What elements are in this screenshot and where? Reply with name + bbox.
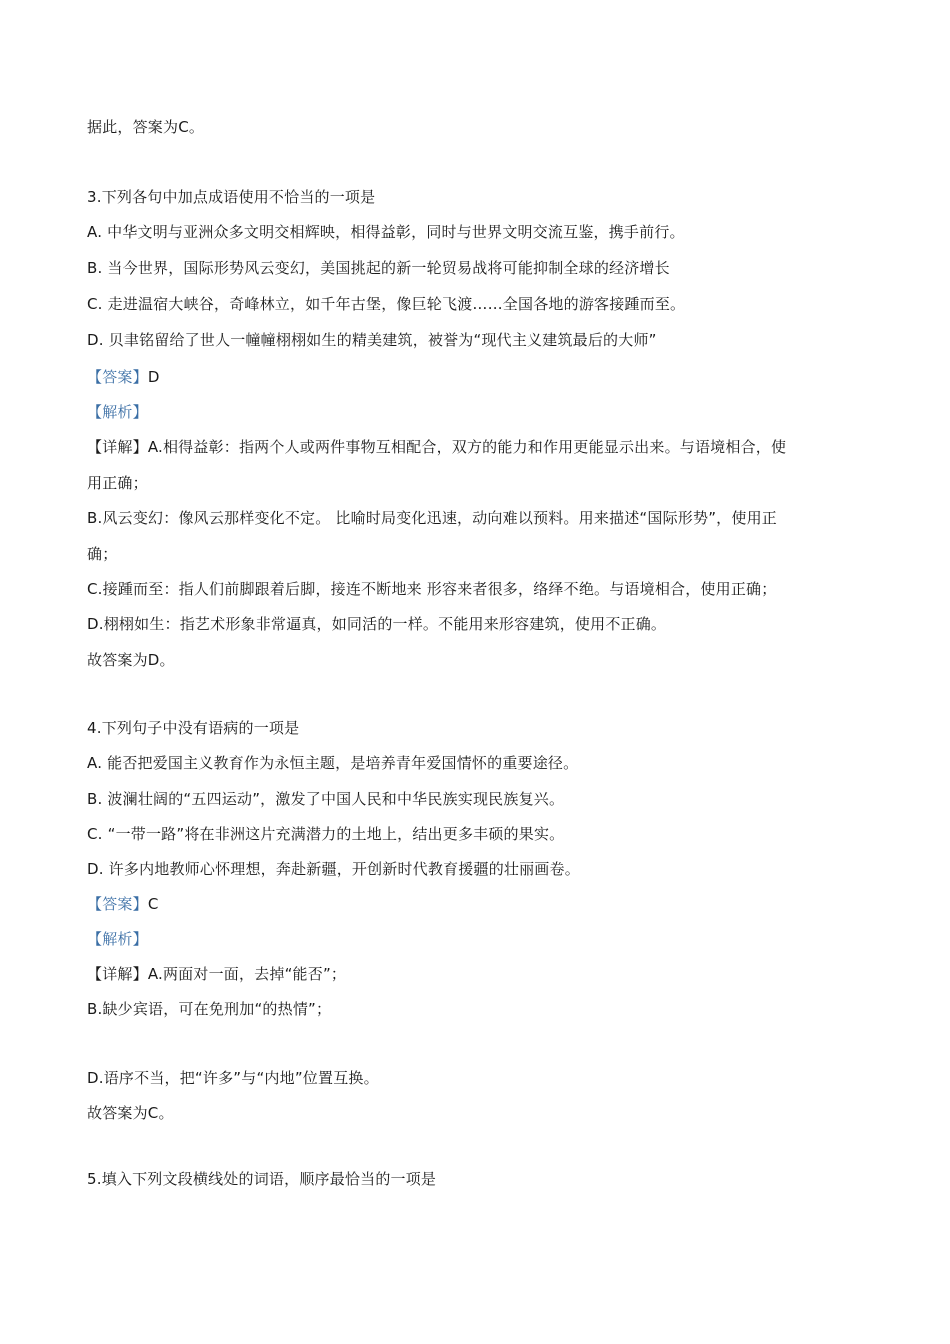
q5-stem: 5.填入下列文段横线处的词语，顺序最恰当的一项是 xyxy=(87,1170,437,1188)
q4-detail-1 xyxy=(87,964,346,984)
q3-option-c: C. 走进温宿大峡谷，奇峰林立，如千年古堡，像巨轮飞渡……全国各地的游客接踵而至。 xyxy=(87,295,686,313)
q3-answer-tag: 【答案】 xyxy=(87,368,148,386)
q3-detail-tag: 【详解】 xyxy=(87,438,148,456)
q3-option-a: A. 中华文明与亚洲众多文明交相辉映，相得益彰，同时与世界文明交流互鉴，携手前行。 xyxy=(87,223,685,241)
q3-detail-1 xyxy=(87,437,786,457)
q3-analysis-tag: 【解析】 xyxy=(87,403,148,421)
q4-option-a: A. 能否把爱国主义教育作为永恒主题，是培养青年爱国情怀的重要途径。 xyxy=(87,754,579,772)
previous-conclusion: 据此，答案为C。 xyxy=(87,118,205,136)
q3-answer-line xyxy=(87,367,160,387)
q4-answer-value: C xyxy=(147,895,159,913)
q3-stem: 3.下列各句中加点成语使用不恰当的一项是 xyxy=(87,188,376,206)
q3-option-b: B. 当今世界，国际形势风云变幻，美国挑起的新一轮贸易战将可能抑制全球的经济增长 xyxy=(87,259,670,277)
q3-detail-text-1: A.相得益彰：指两个人或两件事物互相配合，双方的能力和作用更能显示出来。与语境相合，使 xyxy=(147,438,787,456)
q4-option-c: C. “一带一路”将在非洲这片充满潜力的土地上，结出更多丰硕的果实。 xyxy=(87,825,565,843)
q3-detail-6: D.栩栩如生：指艺术形象非常逼真，如同活的一样。不能用来形容建筑，使用不正确。 xyxy=(87,615,667,633)
q4-detail-tag: 【详解】 xyxy=(87,965,148,983)
q4-option-d: D. 许多内地教师心怀理想，奔赴新疆，开创新时代教育援疆的壮丽画卷。 xyxy=(87,860,580,878)
q3-option-d: D. 贝聿铭留给了世人一幢幢栩栩如生的精美建筑，被誉为“现代主义建筑最后的大师” xyxy=(87,331,657,349)
q3-conclusion: 故答案为D。 xyxy=(87,651,175,669)
q3-detail-4: 确； xyxy=(87,545,118,563)
q4-stem: 4.下列句子中没有语病的一项是 xyxy=(87,719,300,737)
q4-detail-3: D.语序不当，把“许多”与“内地”位置互换。 xyxy=(87,1069,379,1087)
q3-answer-value: D xyxy=(147,368,160,386)
q4-option-b: B. 波澜壮阔的“五四运动”，激发了中国人民和中华民族实现民族复兴。 xyxy=(87,790,565,808)
q4-detail-2: B.缺少宾语，可在免刑加“的热情”； xyxy=(87,1000,332,1018)
q3-detail-3: B.风云变幻：像风云那样变化不定。 比喻时局变化迅速，动向难以预料。用来描述“国际形势”，使用正 xyxy=(87,509,777,527)
q4-detail-text-1: A.两面对一面，去掉“能否”； xyxy=(147,965,347,983)
q4-answer-tag: 【答案】 xyxy=(87,895,148,913)
q4-answer-line xyxy=(87,894,159,914)
q3-detail-2: 用正确； xyxy=(87,474,148,492)
q3-detail-5: C.接踵而至：指人们前脚跟着后脚，接连不断地来 形容来者很多，络绎不绝。与语境相合，使用正确； xyxy=(87,580,777,598)
q4-conclusion: 故答案为C。 xyxy=(87,1104,174,1122)
q4-analysis-tag: 【解析】 xyxy=(87,930,148,948)
